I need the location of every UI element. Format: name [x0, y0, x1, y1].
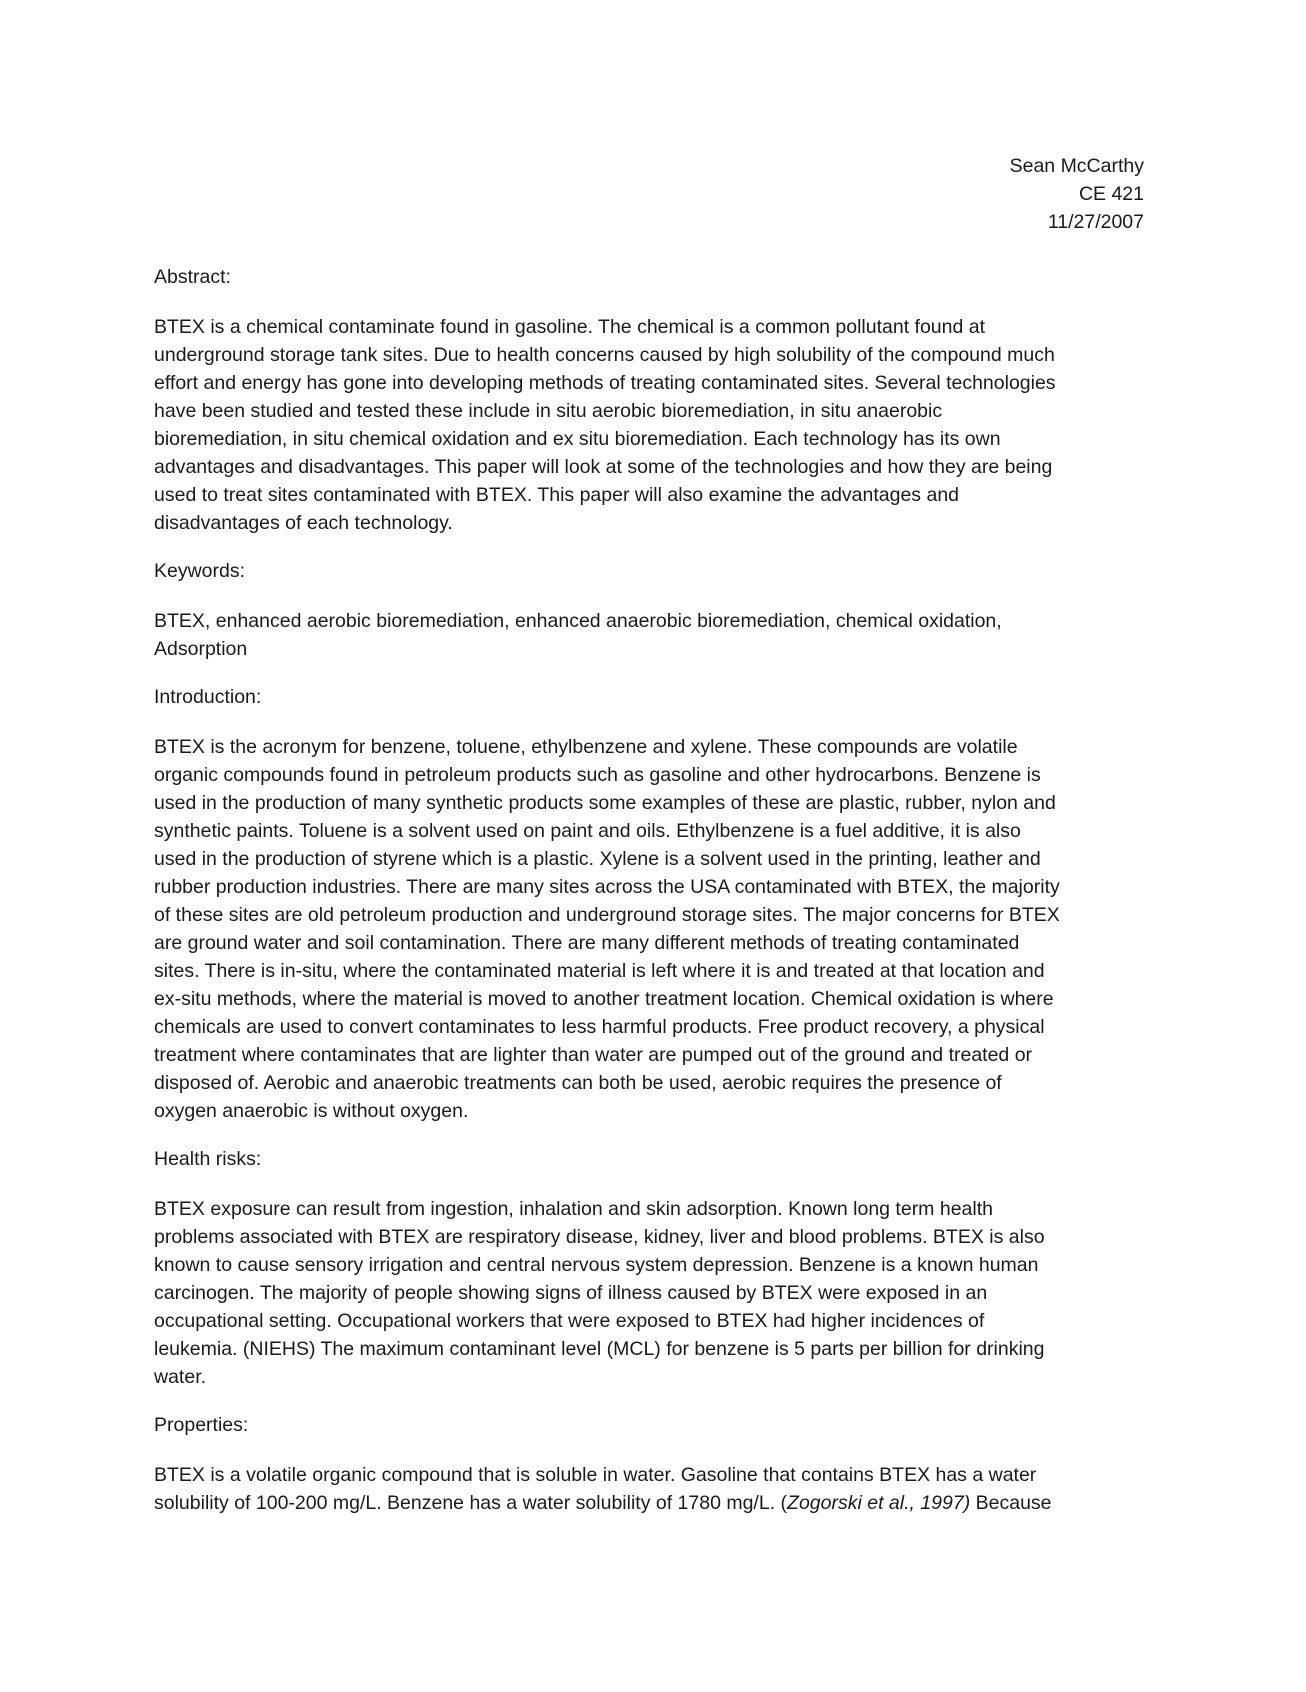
introduction-line: ex-situ methods, where the material is moved to another treatment location. Chemical oxidation is where: [154, 988, 1054, 1010]
health-risks-line: water.: [154, 1366, 207, 1388]
abstract-heading: Abstract:: [154, 266, 231, 288]
properties-line-text: Because: [970, 1492, 1052, 1514]
abstract-line: used to treat sites contaminated with BTEX. This paper will also examine the advantages and: [154, 484, 960, 506]
introduction-paragraph: [154, 733, 1154, 1125]
introduction-line: used in the production of styrene which is a plastic. Xylene is a solvent used in the printing, leather and: [154, 848, 1041, 870]
abstract-line: bioremediation, in situ chemical oxidation and ex situ bioremediation. Each technology has its own: [154, 428, 1001, 450]
introduction-line: BTEX is the acronym for benzene, toluene, ethylbenzene and xylene. These compounds are volatile: [154, 736, 1018, 758]
properties-heading: Properties:: [154, 1414, 249, 1436]
introduction-line: sites. There is in-situ, where the contaminated material is left where it is and treated at that location and: [154, 960, 1045, 982]
health-risks-line: BTEX exposure can result from ingestion, inhalation and skin adsorption. Known long term health: [154, 1198, 993, 1220]
introduction-line: of these sites are old petroleum production and underground storage sites. The major concerns for BTEX: [154, 904, 1060, 926]
properties-line-text: solubility of 100-200 mg/L. Benzene has a water solubility of 1780 mg/L. (: [154, 1492, 788, 1514]
introduction-line: organic compounds found in petroleum products such as gasoline and other hydrocarbons. Benzene is: [154, 764, 1041, 786]
properties-line: [154, 1489, 1154, 1517]
health-risks-line: problems associated with BTEX are respiratory disease, kidney, liver and blood problems. BTEX is also: [154, 1226, 1045, 1248]
document-body: [154, 263, 1154, 1517]
author-name: Sean McCarthy: [1009, 155, 1144, 177]
introduction-heading: Introduction:: [154, 686, 262, 708]
abstract-line: effort and energy has gone into developing methods of treating contaminated sites. Several technologies: [154, 372, 1056, 394]
introduction-line: treatment where contaminates that are lighter than water are pumped out of the ground and treated or: [154, 1044, 1033, 1066]
abstract-paragraph: [154, 313, 1154, 537]
abstract-line: underground storage tank sites. Due to health concerns caused by high solubility of the compound much: [154, 344, 1055, 366]
keywords-paragraph: [154, 607, 1154, 663]
introduction-line: rubber production industries. There are many sites across the USA contaminated with BTEX, the majority: [154, 876, 1060, 898]
abstract-line: advantages and disadvantages. This paper will look at some of the technologies and how they are being: [154, 456, 1053, 478]
introduction-line: disposed of. Aerobic and anaerobic treatments can both be used, aerobic requires the presence of: [154, 1072, 1002, 1094]
course-number: CE 421: [1078, 183, 1144, 205]
introduction-line: are ground water and soil contamination. There are many different methods of treating contaminated: [154, 932, 1020, 954]
health-risks-line: carcinogen. The majority of people showing signs of illness caused by BTEX were exposed in an: [154, 1282, 988, 1304]
health-risks-line: occupational setting. Occupational workers that were exposed to BTEX had higher incidences of: [154, 1310, 985, 1332]
author-block: [1010, 152, 1144, 236]
document-date: 11/27/2007: [1047, 211, 1144, 233]
properties-paragraph: [154, 1461, 1154, 1517]
introduction-line: chemicals are used to convert contaminates to less harmful products. Free product recovery, a physical: [154, 1016, 1045, 1038]
abstract-line: BTEX is a chemical contaminate found in gasoline. The chemical is a common pollutant found at: [154, 316, 986, 338]
properties-line: BTEX is a volatile organic compound that is soluble in water. Gasoline that contains BTEX has a water: [154, 1464, 1037, 1486]
health-risks-line: leukemia. (NIEHS) The maximum contaminant level (MCL) for benzene is 5 parts per billion for drinking: [154, 1338, 1045, 1360]
keywords-line: BTEX, enhanced aerobic bioremediation, enhanced anaerobic bioremediation, chemical oxidation,: [154, 610, 1002, 632]
keywords-heading: Keywords:: [154, 560, 246, 582]
introduction-line: synthetic paints. Toluene is a solvent used on paint and oils. Ethylbenzene is a fuel additive, it is also: [154, 820, 1021, 842]
health-risks-paragraph: [154, 1195, 1154, 1391]
abstract-line: have been studied and tested these include in situ aerobic bioremediation, in situ anaerobic: [154, 400, 943, 422]
keywords-line: Adsorption: [154, 638, 248, 660]
introduction-line: oxygen anaerobic is without oxygen.: [154, 1100, 469, 1122]
citation: Zogorski et al., 1997): [787, 1492, 971, 1514]
health-risks-line: known to cause sensory irrigation and central nervous system depression. Benzene is a known human: [154, 1254, 1039, 1276]
abstract-line: disadvantages of each technology.: [154, 512, 453, 534]
introduction-line: used in the production of many synthetic products some examples of these are plastic, rubber, nylon and: [154, 792, 1056, 814]
health-risks-heading: Health risks:: [154, 1148, 262, 1170]
